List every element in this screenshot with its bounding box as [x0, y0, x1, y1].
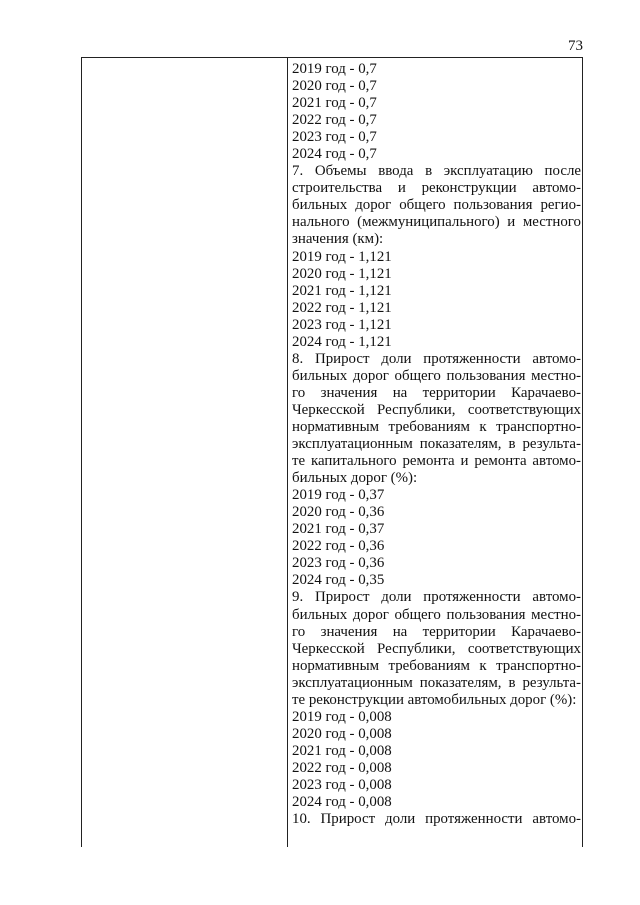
item-title-line: эксплуатационным показателям, в результа- [292, 674, 581, 691]
year-value: 2021 год - 0,008 [292, 742, 392, 759]
year-value: 2019 год - 0,37 [292, 487, 385, 504]
item-title-line: значения (км): [292, 231, 384, 248]
year-value: 2022 год - 0,7 [292, 112, 377, 129]
year-value: 2020 год - 1,121 [292, 265, 392, 282]
item-title-line: строительства и реконструкции автомо- [292, 180, 581, 197]
item8-years [292, 487, 581, 589]
year-value: 2019 год - 0,008 [292, 708, 392, 725]
item-title-line: нормативным требованиям к транспортно- [292, 418, 581, 435]
item-title-line: 8. Прирост доли протяженности автомо- [292, 350, 581, 367]
year-value: 2024 год - 0,7 [292, 146, 377, 163]
item9-title [292, 589, 581, 708]
year-value: 2020 год - 0,008 [292, 725, 392, 742]
year-value: 2022 год - 0,008 [292, 759, 392, 776]
item-title-line: го значения на территории Карачаево- [292, 623, 581, 640]
year-value: 2022 год - 1,121 [292, 299, 392, 316]
item-title-line: бильных дорог общего пользования местно- [292, 606, 581, 623]
year-value: 2024 год - 0,35 [292, 572, 385, 589]
item-title-line: Черкесской Республики, соответствующих [292, 401, 581, 418]
item9-years [292, 709, 581, 811]
year-value: 2023 год - 0,008 [292, 776, 392, 793]
year-value: 2020 год - 0,36 [292, 504, 385, 521]
item-title-line: нормативным требованиям к транспортно- [292, 657, 581, 674]
item-title-line: 10. Прирост доли протяженности автомо- [292, 811, 581, 828]
item-title-line: го значения на территории Карачаево- [292, 384, 581, 401]
item10-title [292, 811, 581, 828]
indicator-table [81, 57, 583, 847]
item-title-line: бильных дорог (%): [292, 470, 418, 487]
table-right-cell [288, 58, 582, 847]
table-left-cell [82, 58, 288, 847]
page-number: 73 [568, 38, 583, 54]
year-value: 2023 год - 0,7 [292, 129, 377, 146]
item7-years [292, 249, 581, 351]
year-value: 2022 год - 0,36 [292, 538, 385, 555]
year-value: 2021 год - 0,7 [292, 95, 377, 112]
item8-title [292, 351, 581, 487]
year-value: 2019 год - 0,7 [292, 61, 377, 77]
year-value: 2023 год - 0,36 [292, 555, 385, 572]
item-title-line: те реконструкции автомобильных дорог (%): [292, 691, 577, 708]
year-value: 2020 год - 0,7 [292, 78, 377, 95]
item-title-line: бильных дорог общего пользования регио- [292, 197, 581, 214]
item-title-line: 7. Объемы ввода в эксплуатацию после [292, 163, 581, 180]
item-title-line: те капитального ремонта и ремонта автомо- [292, 453, 581, 470]
item7-title [292, 163, 581, 248]
year-value: 2019 год - 1,121 [292, 248, 392, 265]
block1-years [292, 61, 581, 163]
item-title-line: бильных дорог общего пользования местно- [292, 367, 581, 384]
year-value: 2024 год - 0,008 [292, 794, 392, 811]
year-value: 2024 год - 1,121 [292, 333, 392, 350]
year-value: 2023 год - 1,121 [292, 316, 392, 333]
year-value: 2021 год - 1,121 [292, 282, 392, 299]
item-title-line: эксплуатационным показателям, в результа- [292, 436, 581, 453]
item-title-line: Черкесской Республики, соответствующих [292, 640, 581, 657]
year-value: 2021 год - 0,37 [292, 521, 385, 538]
item-title-line: нального (межмуниципального) и местного [292, 214, 581, 231]
item-title-line: 9. Прирост доли протяженности автомо- [292, 589, 581, 606]
